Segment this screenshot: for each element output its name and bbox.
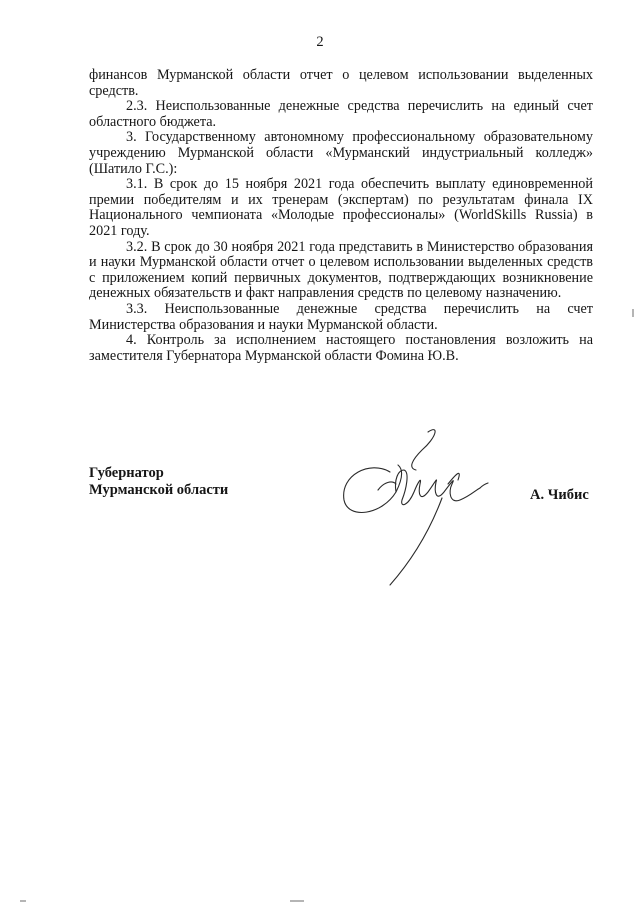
scan-mark [290, 900, 304, 902]
paragraph-3-3: 3.3. Неиспользованные денежные средства перечислить на счет Министерства образования и науки Мурманской области. [89, 300, 593, 333]
document-body [89, 68, 593, 364]
paragraph-3-1: 3.1. В срок до 15 ноября 2021 года обеспечить выплату единовременной премии победителям и их тренерам (экспертам) по результатам финала IX Национального чемпионата «Молодые профессионалы» (WorldSkills Russia) в 2021 году. [89, 176, 593, 239]
paragraph-continuation: финансов Мурманской области отчет о целевом использовании выделенных средств. [89, 67, 593, 99]
signatory-position-line2: Мурманской области [89, 482, 229, 498]
signatory-name: А. Чибис [530, 487, 589, 503]
paragraph-3: 3. Государственному автономному профессиональному образовательному учреждению Мурманской области «Мурманский индустриальный колледж» (Шатило Г.С.): [89, 129, 593, 177]
signatory-title [89, 465, 228, 499]
scan-mark [20, 900, 26, 902]
paragraph-4: 4. Контроль за исполнением настоящего постановления возложить на заместителя Губернатора Мурманской области Фомина Ю.В. [89, 332, 593, 364]
signatory-position-line1: Губернатор [89, 465, 164, 481]
scan-mark [632, 309, 634, 317]
paragraph-3-2: 3.2. В срок до 30 ноября 2021 года представить в Министерство образования и науки Мурманской области отчет о целевом использовании выделенных средств с приложением копий первичных документов, подтверждающих возникновение денежных обязательств и факт направления средств по целевому назначению. [89, 238, 593, 302]
handwritten-signature [330, 420, 500, 595]
page-number: 2 [316, 34, 324, 50]
paragraph-2-3: 2.3. Неиспользованные денежные средства перечислить на единый счет областного бюджета. [89, 98, 593, 130]
